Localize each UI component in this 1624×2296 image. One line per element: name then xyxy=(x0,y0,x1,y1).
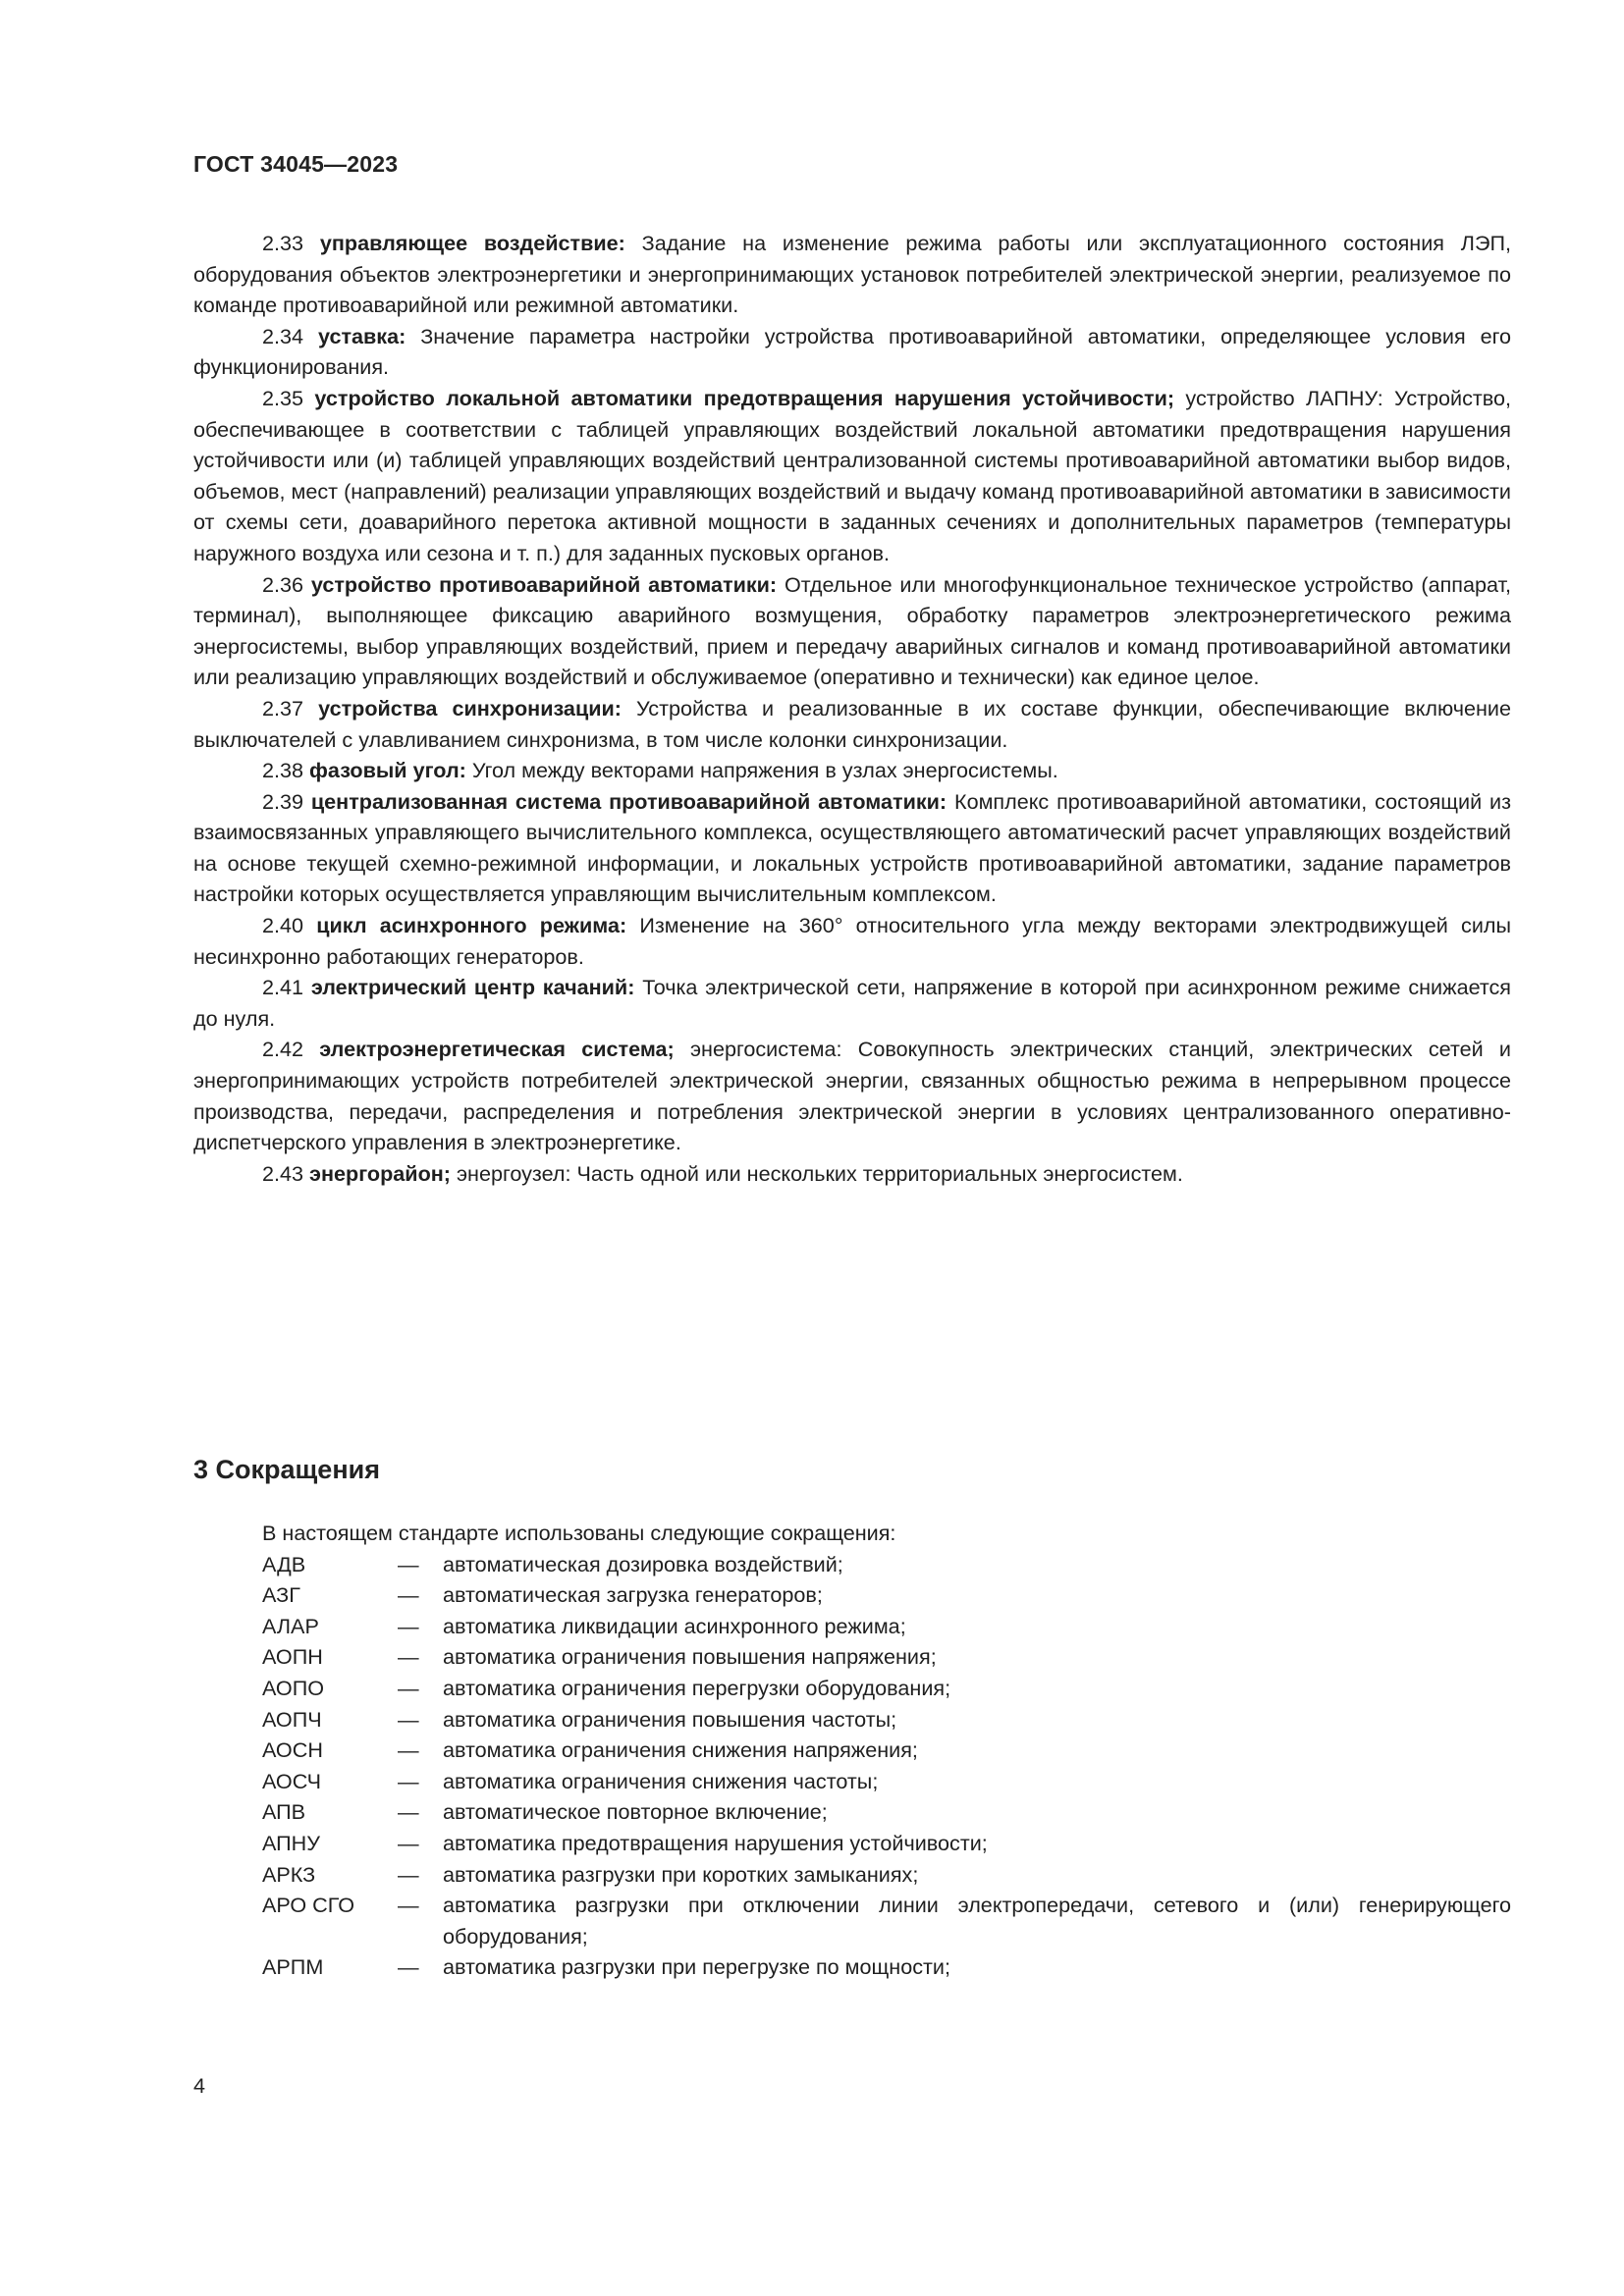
section-heading: 3 Сокращения xyxy=(193,1455,380,1484)
dash-separator: — xyxy=(398,1893,419,1918)
abbreviation-code: АРКЗ xyxy=(262,1861,316,1887)
abbreviation-description: автоматика ограничения перегрузки оборудования; xyxy=(443,1675,951,1700)
abbreviation-row xyxy=(193,1611,1511,1642)
term-entry xyxy=(193,569,1511,693)
term-entry xyxy=(193,228,1511,321)
dash-separator: — xyxy=(398,1644,419,1670)
abbreviation-description: автоматическая дозировка воздействий; xyxy=(443,1551,843,1576)
term-definition: Отдельное или многофункциональное техническое устройство (аппарат, терминал), выполняющее фиксацию аварийного возмущения, обработку параметров электроэнергетического режима энергосистемы, выбор управляющих воздействий, прием и передачу аварийных сигналов и команд противоаварийной автоматики или реализацию управляющих воздействий и обслуживаемое (оперативно и технически) как единое целое. xyxy=(193,571,1512,690)
abbreviation-code: АПНУ xyxy=(262,1830,320,1855)
term-number: 2.36 xyxy=(262,571,304,597)
term-definition: Задание на изменение режима работы или эксплуатационного состояния ЛЭП, оборудования объектов электроэнергетики и энергопринимающих установок потребителей электрической энергии, реализуемое по команде противоаварийной или режимной автоматики. xyxy=(193,231,1512,318)
term-title: устройства синхронизации: xyxy=(318,695,622,721)
abbreviation-code: АДВ xyxy=(262,1551,306,1576)
abbreviation-description: автоматика ограничения повышения частоты; xyxy=(443,1706,897,1732)
term-number: 2.39 xyxy=(262,788,304,814)
term-definition: Устройства и реализованные в их составе функции, обеспечивающие включение выключателей с улавливанием синхронизма, в том числе колонки синхронизации. xyxy=(193,695,1512,752)
abbreviation-description: автоматика разгрузки при коротких замыканиях; xyxy=(443,1861,919,1887)
dash-separator: — xyxy=(398,1768,419,1793)
abbreviations-list xyxy=(193,1518,1511,1983)
term-entry xyxy=(193,1158,1511,1190)
term-entry xyxy=(193,693,1511,755)
abbreviation-row xyxy=(193,1828,1511,1859)
term-entry xyxy=(193,972,1511,1034)
term-definition: Изменение на 360° относительного угла между векторами электродвижущей силы несинхронно работающих генераторов. xyxy=(193,913,1512,969)
term-title: цикл асинхронного режима: xyxy=(316,913,627,938)
abbreviation-code: АРО СГО xyxy=(262,1893,354,1918)
abbreviation-code: АПВ xyxy=(262,1799,306,1825)
term-title: уставка: xyxy=(317,323,406,348)
term-number: 2.33 xyxy=(262,231,304,255)
dash-separator: — xyxy=(398,1613,419,1638)
abbreviation-code: АОСЧ xyxy=(262,1768,321,1793)
abbreviation-code: АОПН xyxy=(262,1644,323,1670)
term-definition: энергосистема: Совокупность электрических станций, электрических сетей и энергопринимающих устройств потребителей электрической энергии, связанных общностью режима в непрерывном процессе производства, передачи, распределения и потребления электрической энергии в условиях централизованного оперативно-диспетчерского управления в электроэнергетике. xyxy=(193,1037,1511,1155)
term-number: 2.35 xyxy=(262,385,304,410)
term-entry xyxy=(193,786,1511,910)
dash-separator: — xyxy=(398,1706,419,1732)
abbreviation-description: автоматическая загрузка генераторов; xyxy=(443,1582,823,1608)
abbreviation-description: автоматика предотвращения нарушения устойчивости; xyxy=(443,1830,988,1855)
term-title: устройство локальной автоматики предотвращения нарушения устойчивости; xyxy=(314,385,1175,410)
abbreviation-description: автоматическое повторное включение; xyxy=(443,1799,828,1825)
term-entry xyxy=(193,755,1511,786)
dash-separator: — xyxy=(398,1737,419,1763)
abbreviation-row xyxy=(193,1641,1511,1673)
term-number: 2.40 xyxy=(262,913,304,938)
term-number: 2.38 xyxy=(262,758,304,783)
term-title: централизованная система противоаварийной автоматики: xyxy=(310,788,947,814)
dash-separator: — xyxy=(398,1799,419,1825)
abbreviation-row xyxy=(193,1549,1511,1580)
abbreviation-description: автоматика ограничения повышения напряжения; xyxy=(443,1644,937,1670)
term-definition: Комплекс противоаварийной автоматики, состоящий из взаимосвязанных управляющего вычислительного комплекса, осуществляющего автоматический расчет управляющих воздействий на основе текущей схемно-режимной информации, и локальных устройств противоаварийной автоматики, задание параметров настройки которых осуществляется управляющим вычислительным комплексом. xyxy=(193,788,1511,907)
abbreviation-code: АОПО xyxy=(262,1675,325,1700)
dash-separator: — xyxy=(398,1675,419,1700)
abbreviation-description: автоматика ограничения снижения частоты; xyxy=(443,1768,879,1793)
term-number: 2.34 xyxy=(262,323,304,348)
term-entry xyxy=(193,910,1511,972)
abbreviation-row xyxy=(193,1796,1511,1828)
term-definition: энергоузел: Часть одной или нескольких территориальных энергосистем. xyxy=(457,1160,1183,1186)
page-number: 4 xyxy=(193,2073,206,2098)
document-header: ГОСТ 34045—2023 xyxy=(193,151,399,177)
dash-separator: — xyxy=(398,1861,419,1887)
term-definition: устройство ЛАПНУ: Устройство, обеспечивающее в соответствии с таблицей управляющих воздействий локальной автоматики предотвращения нарушения устойчивости или (и) таблицей управляющих воздействий централизованной системы противоаварийной автоматики выбор видов, объемов, мест (направлений) реализации управляющих воздействий и выдачу команд противоаварийной автоматики в зависимости от схемы сети, доаварийного перетока активной мощности в заданных сечениях и дополнительных параметров (температуры наружного воздуха или сезона и т. п.) для заданных пусковых органов. xyxy=(193,385,1512,565)
abbreviation-description: автоматика ликвидации асинхронного режима; xyxy=(443,1613,906,1638)
term-definition: Точка электрической сети, напряжение в которой при асинхронном режиме снижается до нуля. xyxy=(193,975,1512,1031)
abbreviation-row xyxy=(193,1951,1511,1983)
term-number: 2.37 xyxy=(262,695,304,721)
term-number: 2.42 xyxy=(262,1037,304,1062)
abbreviation-code: АОСН xyxy=(262,1737,323,1763)
abbreviation-row xyxy=(193,1766,1511,1797)
term-definition: Угол между векторами напряжения в узлах энергосистемы. xyxy=(471,758,1058,783)
dash-separator: — xyxy=(398,1830,419,1855)
abbreviation-row xyxy=(193,1859,1511,1891)
abbreviation-code: АРПМ xyxy=(262,1954,324,1980)
term-title: электроэнергетическая система; xyxy=(319,1037,675,1062)
dash-separator: — xyxy=(398,1551,419,1576)
abbreviation-code: АОПЧ xyxy=(262,1706,322,1732)
abbreviation-description: автоматика ограничения снижения напряжения; xyxy=(443,1737,918,1763)
terms-list xyxy=(193,228,1511,1189)
abbreviation-row xyxy=(193,1673,1511,1704)
term-title: устройство противоаварийной автоматики: xyxy=(310,571,778,597)
term-definition: Значение параметра настройки устройства противоаварийной автоматики, определяющее условия его функционирования. xyxy=(193,323,1512,380)
abbreviation-code: АЛАР xyxy=(262,1613,319,1638)
term-entry xyxy=(193,1034,1511,1157)
abbreviation-code: АЗГ xyxy=(262,1582,300,1608)
term-title: фазовый угол: xyxy=(309,758,466,783)
abbreviation-description: автоматика разгрузки при перегрузке по мощности; xyxy=(443,1954,950,1980)
abbreviation-description: автоматика разгрузки при отключении линии электропередачи, сетевого и (или) генерирующего оборудования; xyxy=(443,1893,1511,1949)
term-title: энергорайон; xyxy=(309,1160,451,1186)
dash-separator: — xyxy=(398,1582,419,1608)
term-entry xyxy=(193,383,1511,569)
abbreviation-row xyxy=(193,1704,1511,1735)
term-entry xyxy=(193,321,1511,383)
abbreviation-row xyxy=(193,1579,1511,1611)
dash-separator: — xyxy=(398,1954,419,1980)
term-number: 2.43 xyxy=(262,1160,304,1186)
term-title: электрический центр качаний: xyxy=(310,975,635,1000)
abbreviation-row xyxy=(193,1890,1511,1951)
abbreviation-row xyxy=(193,1735,1511,1766)
term-title: управляющее воздействие: xyxy=(319,231,625,255)
term-number: 2.41 xyxy=(262,975,304,1000)
abbreviations-intro: В настоящем стандарте использованы следующие сокращения: xyxy=(262,1521,896,1545)
